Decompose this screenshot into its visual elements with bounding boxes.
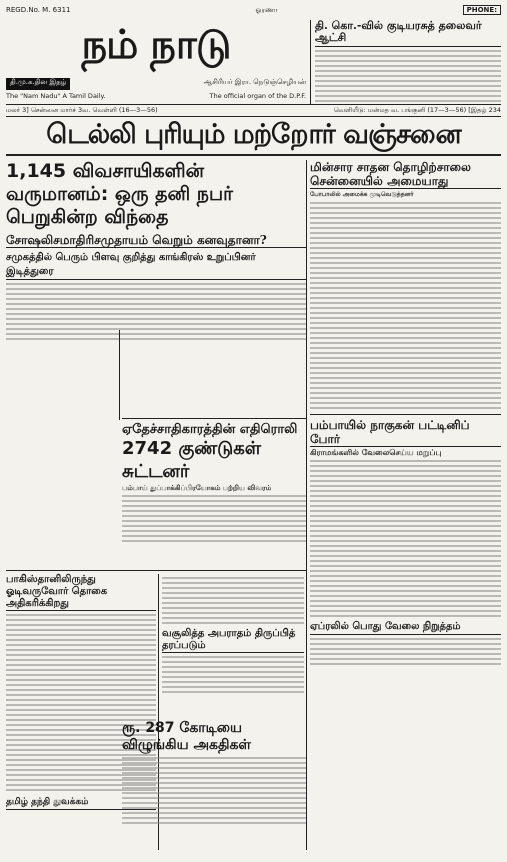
right-column-headline: மின்சார சாதன தொழிற்சாலை சென்னையில் அமையாது [310,160,501,189]
column-rule-left [119,330,120,420]
center-headline: ஏதேச்சாதிகாரத்தின் எதிரொலி [122,422,298,437]
registration-number: REGD.No. M. 6311 [6,6,71,14]
lower-left-bottom-headline: தமிழ் தந்தி துவக்கம் [6,795,156,810]
issue-right: வெளியீடு: மன்மத வ. பங்குனி (17—3—56) [இதழ் 234 [333,106,501,114]
center-body [122,495,306,542]
issue-left: மலர் 3] சென்னை மார்ச் 3வ. வெள்ளி (16—3—56) [6,106,158,114]
lower-mid-body [162,656,304,693]
right-column-body [310,202,501,409]
right-column-sub: போபாலில் அமைக்க முடிவெடுத்தனர் [310,191,414,198]
column-rule-right [306,160,307,850]
center-big-headline: 2742 குண்டுகள் சுட்டனர் [122,438,261,482]
banner-text: டெல்லி புரியும் மற்றோர் வஞ்சனை [46,118,461,150]
right-middle-headline: பம்பாயில் நாகுகன் பட்டினிப் போர் [310,418,501,447]
issue-bar [6,104,501,117]
lower-mid-big-story [122,720,306,827]
lower-mid-headline: வசூலித்த அபராதம் திருப்பித் தரப்படும் [162,628,304,653]
lower-mid-story [162,574,304,696]
top-right-body [315,50,501,102]
left-lead-headline: 1,145 விவசாயிகளின் வருமானம்: ஒரு தனி நபர் பெறுகின்ற விந்தை [6,160,234,228]
price: ஓரணா [255,5,278,14]
english-name: The "Nam Nadu" A Tamil Daily. [6,92,106,100]
center-top-rule [122,418,306,419]
lower-mid-body-top [162,577,304,624]
top-right-story [310,20,501,104]
top-right-headline: தி. கொ.-வில் குடியரசுத் தலைவர் ஆட்சி [315,20,501,47]
left-lead-story [6,160,306,343]
center-story [122,422,306,545]
left-lead-body [6,283,306,340]
right-middle-body [310,460,501,617]
right-bottom-body [310,638,501,665]
phone-label: PHONE: [463,5,501,15]
lower-left-headline: பாகிஸ்தானிலிருந்து ஓடிவருவோர் தொகை அதிகரிக்கிறது [6,574,156,611]
english-organ: The official organ of the D.P.F. [209,92,306,100]
lower-mid-big-body [122,757,306,824]
right-bottom-headline: ஏப்ரலில் பொது வேலை நிறுத்தம் [310,620,501,635]
left-lead-sub2: சமுகத்தில் பெரும் பிளவு குறித்து காங்கிரஸ் உறுப்பினர் இடித்துரை [6,251,306,280]
right-column [310,160,501,668]
masthead-subline [6,78,306,90]
center-sub: பம்பாய் துப்பாக்கிப்பிரயோகம் பற்றிய விவரம் [122,483,272,492]
right-middle-sub: கிராமங்களில் வேலைசெய்ய மறுப்பு [310,447,442,457]
masthead-english [6,92,306,102]
masthead [6,17,306,77]
banner-headline [6,118,501,156]
editor-line: ஆசிரியர் இரா. நெடுஞ்செழியன் [203,78,306,86]
top-strip [6,4,501,16]
lower-mid-big-headline: ரூ. 287 கோடியை விழுங்கிய அகதிகள் [122,720,252,753]
party-line: தி.மு.க.தின இதழ் [6,78,70,90]
lower-left-rule [6,570,306,571]
left-lead-sub1: சோஷலிசமாதிரிசமுதாயம் வெறும் கனவுதானா? [6,233,306,248]
newspaper-title: நம் நாடு [81,21,231,68]
